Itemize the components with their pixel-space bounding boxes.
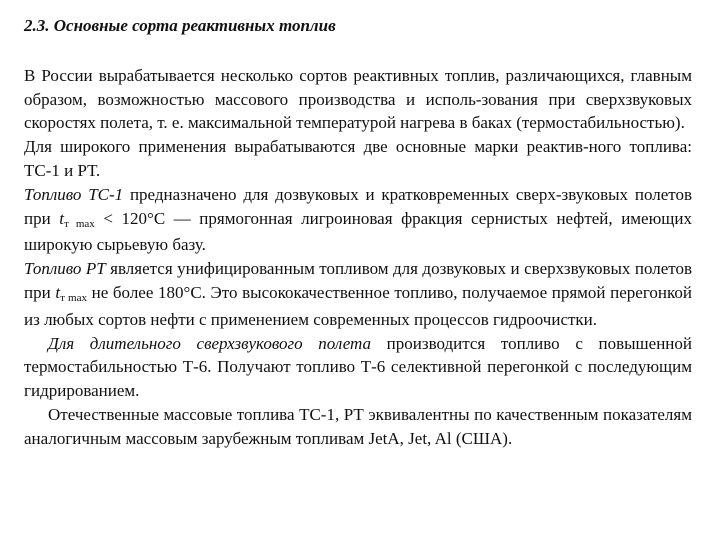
paragraph-ts1 xyxy=(24,183,692,257)
rt-t-symbol: t xyxy=(55,282,61,302)
paragraph-equivalents: Отечественные массовые топлива ТС-1, РТ эквивалентны по качественным показателям аналогичным массовым зарубежным топливам JetA, Jet, Al (США). xyxy=(24,404,692,448)
paragraph-intro: В России вырабатывается несколько сортов реактивных топлив, различающихся, главным образом, возможностью массового производства и исполь-зования при сверхзвуковых скоростях полета, т. е. максимальной температурой нагрева в баках (термостабильностью). xyxy=(24,65,692,133)
paragraph-main-grades: Для широкого применения вырабатываются две основные марки реактив-ного топлива: ТС-1 и РТ. xyxy=(24,137,692,180)
rt-t-subscript: т max xyxy=(60,291,87,304)
ts1-text-1: предназначено для дозвуковых и кратковременных сверх-звуковых полетов при xyxy=(24,184,692,228)
ts1-text-2: < 120°С — прямогонная лигроиновая фракция сернистых нефтей, имеющих широкую сырьевую базу. xyxy=(24,208,692,255)
rt-text-1: является унифицированным топливом для дозвуковых и сверхзвуковых полетов при xyxy=(24,259,692,302)
paragraph-t6 xyxy=(24,332,692,403)
section-heading: 2.3. Основные сорта реактивных топлив xyxy=(24,16,336,35)
rt-lead: Топливо РТ xyxy=(24,259,106,279)
ts1-t-subscript: т max xyxy=(64,217,95,230)
ts1-lead: Топливо ТС-1 xyxy=(24,184,124,204)
t6-lead: Для длительного сверхзвукового полета xyxy=(48,333,372,353)
document-page xyxy=(24,14,692,451)
ts1-t-symbol: t xyxy=(59,208,64,228)
paragraph-rt xyxy=(24,257,692,331)
rt-text-2: не более 180°С. Это высококачественное топливо, получаемое прямой перегонкой из любых сортов нефти с применением современных процессов гидроочистки. xyxy=(24,282,692,329)
t6-text: производится топливо с повышенной термостабильностью Т-6. Получают топливо Т-6 селективной перегонкой с последующим гидрированием. xyxy=(24,333,692,401)
